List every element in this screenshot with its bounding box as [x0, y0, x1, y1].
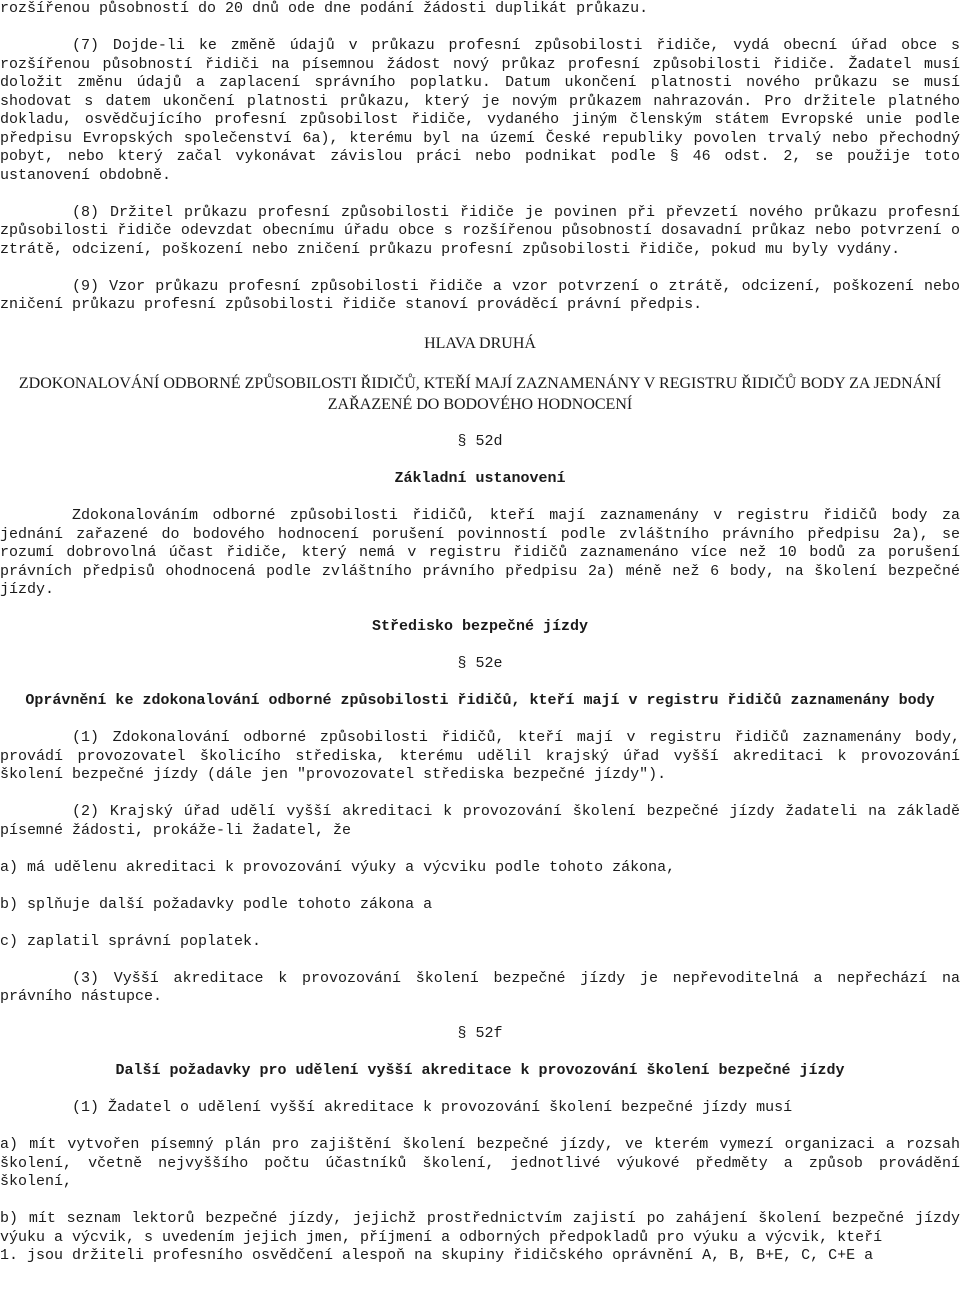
paragraph: (3) Vyšší akreditace k provozování školení bezpečné jízdy je nepřevoditelná a nepřechází na právního nástupce.	[0, 969, 960, 1005]
section-heading: Další požadavky pro udělení vyšší akreditace k provozování školení bezpečné jízdy	[115, 1062, 845, 1079]
paragraph-gap	[0, 840, 960, 859]
paragraph: Zdokonalováním odborné způsobilosti řidičů, kteří mají zaznamenány v registru řidičů body za jednání zařazené do bodového hodnocení porušení povinností podle zvláštního právního předpisu 2a), se rozumí dobrovolná účast řidiče, který nemá v registru řidičů zaznamenáno více než 10 bodů za porušení právních předpisů ohodnocená podle zvláštního právního předpisu 2a) méně než 6 body, na školení bezpečné jízdy.	[0, 507, 960, 598]
heading: § 52d	[457, 433, 503, 450]
heading: § 52e	[457, 655, 503, 672]
paragraph-gap	[0, 489, 960, 508]
paragraph: a) má udělenu akreditaci k provozování výuky a výcviku podle tohoto zákona,	[0, 858, 676, 876]
paragraph-gap	[0, 674, 960, 693]
section-heading: Středisko bezpečné jízdy	[371, 618, 589, 635]
paragraph-gap	[0, 452, 960, 471]
paragraph: a) mít vytvořen písemný plán pro zajištění školení bezpečné jízdy, ve kterém vymezí organizaci a rozsah školení, včetně nejvyššího počtu účastníků školení, jednotlivé výukové předměty a způsob provádění školení,	[0, 1136, 960, 1190]
paragraph-gap	[0, 914, 960, 933]
paragraph-gap	[0, 19, 960, 38]
paragraph: rozšířenou působností do 20 dnů ode dne podání žádosti duplikát průkazu.	[0, 0, 649, 17]
heading: ZDOKONALOVÁNÍ ODBORNÉ ZPŮSOBILOSTI ŘIDIČŮ, KTEŘÍ MAJÍ ZAZNAMENÁNY V REGISTRU ŘIDIČŮ BODY ZA JEDNÁNÍ ZAŘAZENÉ DO BODOVÉHO HODNOCENÍ	[18, 374, 942, 413]
paragraph-gap	[0, 185, 960, 204]
heading: HLAVA DRUHÁ	[424, 335, 536, 352]
paragraph-gap	[0, 711, 960, 730]
paragraph: (9) Vzor průkazu profesní způsobilosti řidiče a vzor potvrzení o ztrátě, odcizení, poškození nebo zničení průkazu profesní způsobilosti řidiče stanoví prováděcí právní předpis.	[0, 277, 960, 313]
section-heading: Základní ustanovení	[394, 470, 566, 487]
paragraph-gap	[0, 600, 960, 619]
paragraph-gap	[0, 877, 960, 896]
paragraph: c) zaplatil správní poplatek.	[0, 932, 262, 950]
paragraph-gap	[0, 1044, 960, 1063]
paragraph-gap	[0, 1081, 960, 1100]
paragraph-gap	[0, 1192, 960, 1211]
paragraph: b) splňuje další požadavky podle tohoto zákona a	[0, 895, 433, 913]
paragraph: (1) Zdokonalování odborné způsobilosti řidičů, kteří mají v registru řidičů zaznamenány body, provádí provozovatel školicího střediska, kterému udělil krajský úřad vyšší akreditaci k provozování školení bezpečné jízdy (dále jen "provozovatel střediska bezpečné jízdy").	[0, 729, 960, 783]
paragraph: (7) Dojde-li ke změně údajů v průkazu profesní způsobilosti řidiče, vydá obecní úřad obce s rozšířenou působností řidiči na písemnou žádost nový průkaz profesní způsobilosti řidiče. Žadatel musí doložit změnu údajů a zaplacení správního poplatku. Datum ukončení platnosti nového průkazu se musí shodovat s datem ukončení platnosti průkazu, který je novým průkazem nahrazován. Pro držitele platného dokladu, osvědčujícího profesní způsobilost řidiče, vydaného jiným členským státem Evropské unie podle předpisu Evropských společenství 6a), kterému byl na území České republiky povolen trvalý nebo přechodný pobyt, nebo který začal vykonávat závislou práci nebo podnikat podle § 46 odst. 2, se použije toto ustanovení obdobně.	[0, 37, 960, 184]
paragraph-gap	[0, 315, 960, 334]
paragraph-gap	[0, 951, 960, 970]
paragraph-gap	[0, 1007, 960, 1026]
paragraph-gap	[0, 415, 960, 434]
paragraph: (1) Žadatel o udělení vyšší akreditace k provozování školení bezpečné jízdy musí	[72, 1099, 793, 1116]
paragraph-gap	[0, 354, 960, 373]
paragraph: (8) Držitel průkazu profesní způsobilosti řidiče je povinen při převzetí nového průkazu profesní způsobilosti řidiče odevzdat obecnímu úřadu obce s rozšířenou působností dosavadní průkaz nebo potvrzení o ztrátě, odcizení, poškození nebo zničení průkazu profesní způsobilosti řidiče, pokud mu byly vydány.	[0, 203, 960, 258]
paragraph: b) mít seznam lektorů bezpečné jízdy, jejichž prostřednictvím zajistí po zahájení školení bezpečné jízdy výuku a výcvik, s uvedením jejich jmen, příjmení a odborných předpokladů pro výuku a výcvik, kteří	[0, 1210, 960, 1246]
paragraph-gap	[0, 785, 960, 804]
heading: § 52f	[457, 1025, 503, 1042]
paragraph-gap	[0, 1118, 960, 1137]
section-heading: Oprávnění ke zdokonalování odborné způsobilosti řidičů, kteří mají v registru řidičů zaznamenány body	[25, 692, 935, 709]
paragraph-gap	[0, 637, 960, 656]
paragraph-gap	[0, 259, 960, 278]
paragraph: (2) Krajský úřad udělí vyšší akreditaci k provozování školení bezpečné jízdy žadateli na základě písemné žádosti, prokáže-li žadatel, že	[0, 803, 960, 839]
paragraph: 1. jsou držiteli profesního osvědčení alespoň na skupiny řidičského oprávnění A, B, B+E, C, C+E a	[0, 1247, 874, 1264]
